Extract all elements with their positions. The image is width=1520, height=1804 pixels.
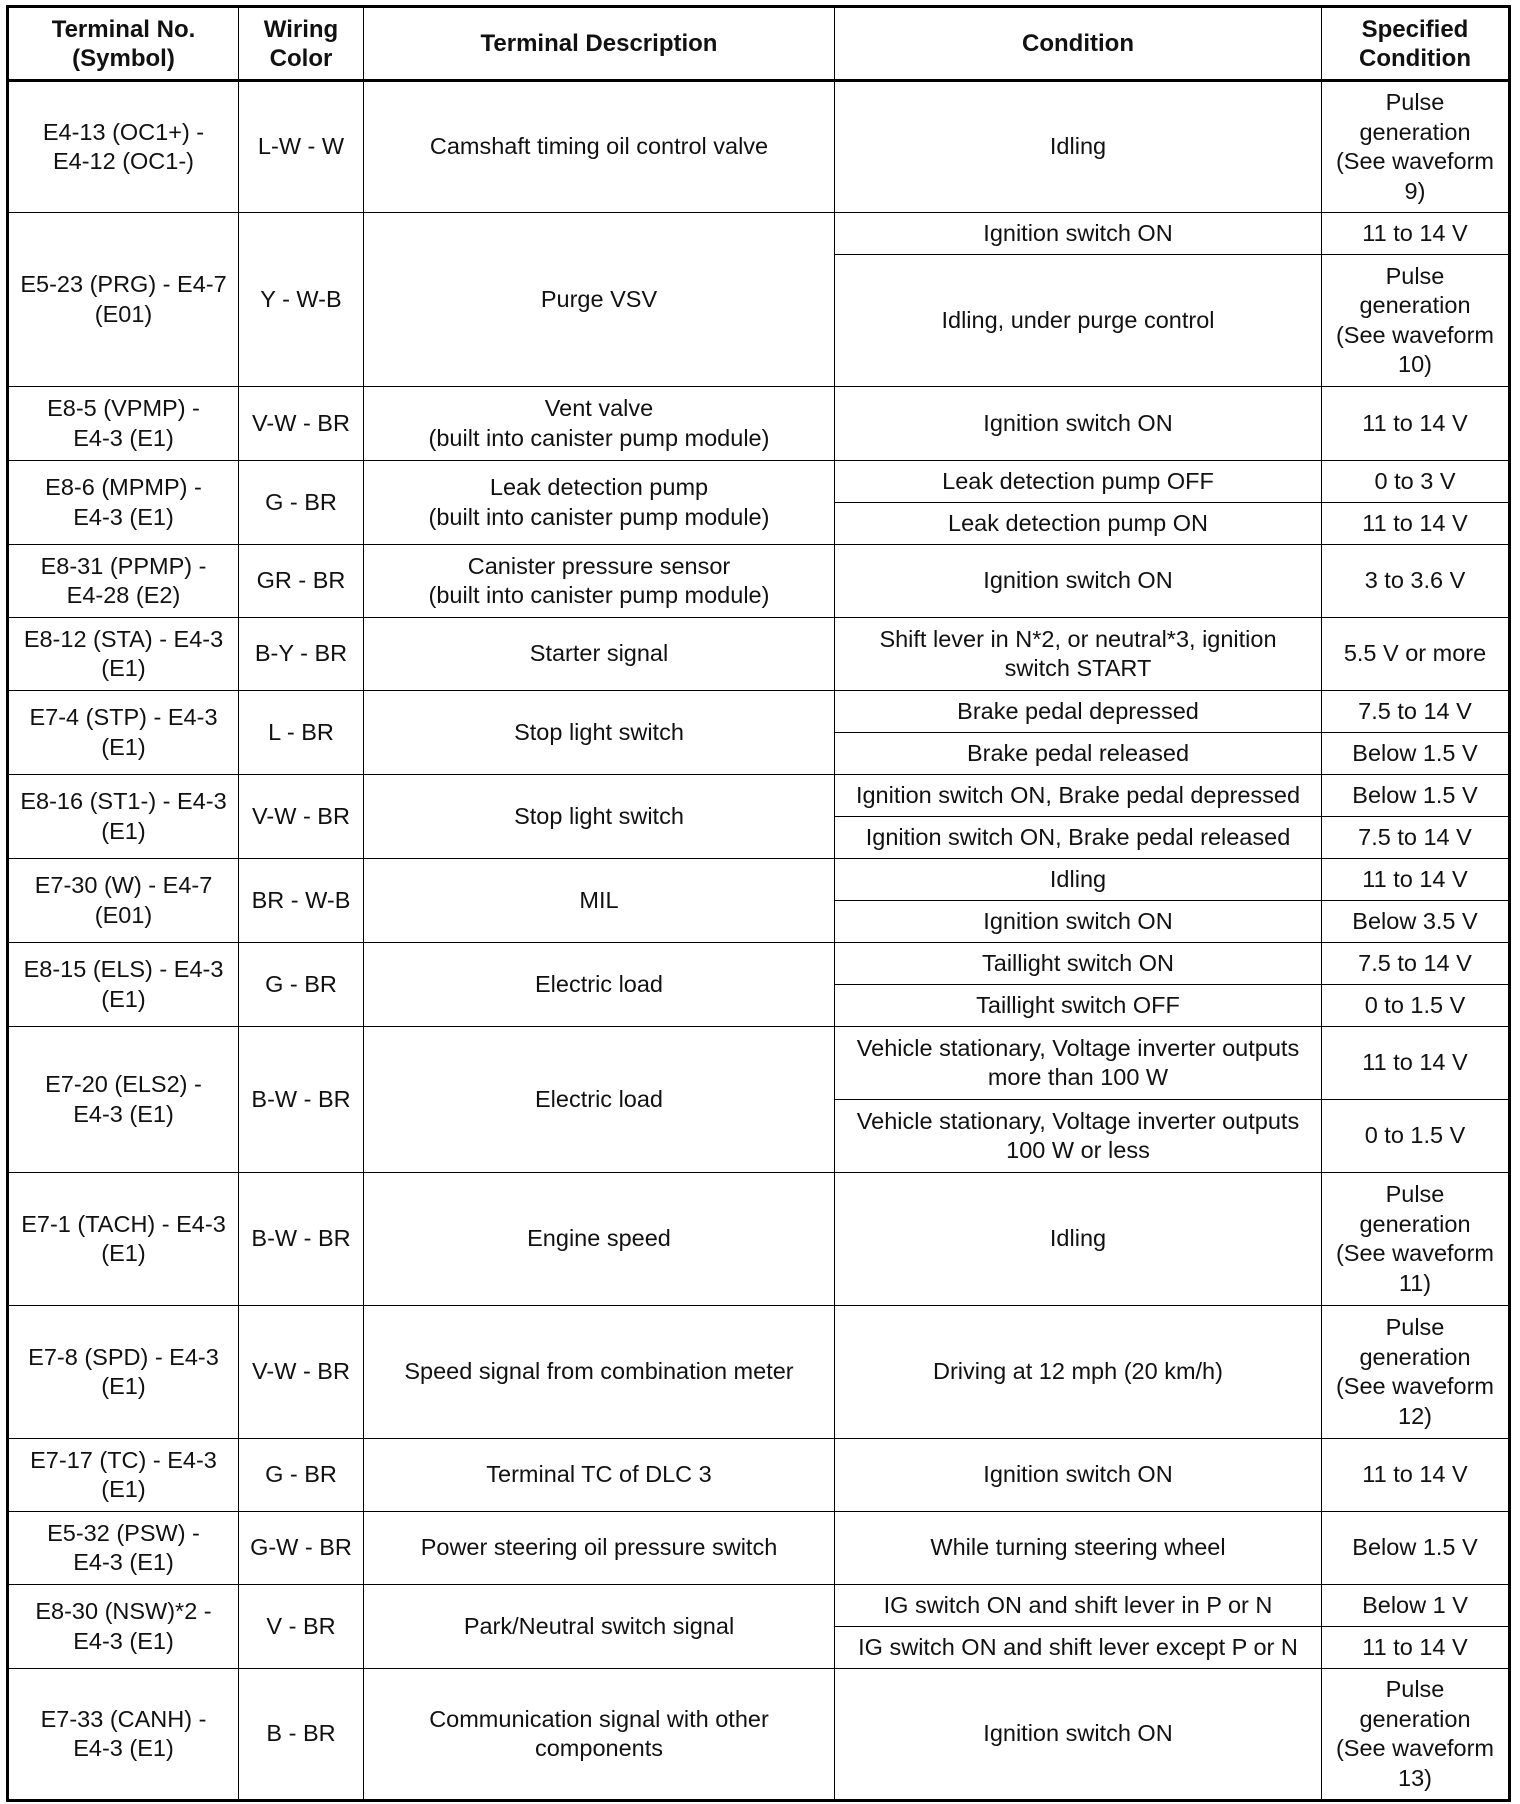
- description-cell: [364, 775, 835, 859]
- specified-condition-cell: [1322, 1585, 1510, 1627]
- description-cell: [364, 545, 835, 618]
- condition-cell: [835, 213, 1322, 255]
- specified-condition-cell: [1322, 81, 1510, 213]
- specified-condition-cell: [1322, 943, 1510, 985]
- specified-line: generation: [1359, 1343, 1471, 1370]
- specified-line: 7.5 to 14 V: [1358, 697, 1472, 724]
- terminal-cell: [8, 81, 239, 213]
- wiring-color-cell: B-W - BR: [239, 1173, 364, 1306]
- condition-line: more than 100 W: [987, 1064, 1169, 1090]
- condition-line: Idling: [1049, 1225, 1107, 1252]
- specified-line: 11 to 14 V: [1362, 409, 1468, 436]
- condition-line: Ignition switch ON, Brake pedal released: [865, 823, 1291, 850]
- specified-condition-cell: [1322, 545, 1510, 618]
- specified-condition-cell: [1322, 1627, 1510, 1669]
- description-cell: [364, 618, 835, 691]
- header-terminal-description: Terminal Description: [364, 7, 835, 81]
- condition-cell: [835, 1027, 1322, 1100]
- specified-line: (See waveform: [1335, 321, 1495, 348]
- condition-cell: [835, 859, 1322, 901]
- terminal-line: E4-12 (OC1-): [52, 148, 195, 174]
- header-specified-condition: [1322, 7, 1510, 81]
- description-line: Terminal TC of DLC 3: [486, 1461, 712, 1488]
- condition-cell: [835, 387, 1322, 461]
- specified-line: 11 to 14 V: [1362, 509, 1468, 536]
- condition-line: Leak detection pump OFF: [942, 467, 1214, 494]
- wiring-color-cell: V-W - BR: [239, 387, 364, 461]
- specified-line: 5.5 V or more: [1343, 640, 1487, 667]
- specified-line: Pulse: [1385, 1181, 1445, 1207]
- wiring-color-cell: G - BR: [239, 943, 364, 1027]
- terminal-line: E7-33 (CANH) -: [40, 1705, 207, 1732]
- terminal-cell: [8, 775, 239, 859]
- condition-line: Leak detection pump ON: [948, 509, 1208, 536]
- terminal-table-sheet: [6, 5, 1511, 1802]
- specified-line: generation: [1359, 118, 1471, 145]
- specified-condition-cell: [1322, 461, 1510, 503]
- terminal-cell: [8, 1306, 239, 1439]
- description-cell: [364, 1669, 835, 1801]
- description-cell: [364, 387, 835, 461]
- terminal-line: E7-17 (TC) - E4-3: [30, 1446, 217, 1473]
- specified-condition-cell: [1322, 1512, 1510, 1585]
- specified-line: 7.5 to 14 V: [1358, 823, 1472, 850]
- terminal-line: E7-4 (STP) - E4-3: [29, 704, 218, 730]
- wiring-color-cell: G - BR: [239, 1439, 364, 1512]
- terminal-line: E8-6 (MPMP) -: [45, 474, 202, 500]
- header-wiring-color: [239, 7, 364, 81]
- specified-line: Below 1 V: [1362, 1591, 1468, 1618]
- description-cell: [364, 213, 835, 387]
- condition-line: Shift lever in N*2, or neutral*3, ignition: [879, 625, 1277, 652]
- terminal-line: E4-28 (E2): [66, 582, 181, 608]
- terminal-line: E8-16 (ST1-) - E4-3: [20, 788, 227, 814]
- header-wiring-line: Wiring: [263, 15, 339, 43]
- header-specified-line: Condition: [1359, 44, 1471, 72]
- wiring-color-cell: GR - BR: [239, 545, 364, 618]
- table-row: [8, 387, 1510, 461]
- terminal-line: E8-12 (STA) - E4-3: [23, 625, 224, 652]
- terminal-line: E8-15 (ELS) - E4-3: [23, 956, 224, 982]
- wiring-color-cell: B-Y - BR: [239, 618, 364, 691]
- terminal-line: E7-1 (TACH) - E4-3: [21, 1210, 226, 1237]
- terminal-cell: [8, 1585, 239, 1669]
- specified-line: (See waveform: [1335, 148, 1495, 174]
- wiring-color-cell: G - BR: [239, 461, 364, 545]
- table-row: [8, 545, 1510, 618]
- terminal-line: E4-3 (E1): [73, 1549, 174, 1575]
- header-terminal: [8, 7, 239, 81]
- wiring-color-cell: V-W - BR: [239, 775, 364, 859]
- header-wiring-line: Color: [269, 44, 333, 72]
- specified-line: generation: [1359, 292, 1471, 318]
- wiring-color-cell: L - BR: [239, 691, 364, 775]
- condition-cell: [835, 1100, 1322, 1173]
- terminal-line: E4-3 (E1): [73, 1627, 174, 1654]
- description-cell: [364, 1027, 835, 1173]
- description-line: Speed signal from combination meter: [404, 1358, 794, 1385]
- condition-cell: [835, 691, 1322, 733]
- terminal-cell: [8, 1439, 239, 1512]
- terminal-line: (E1): [101, 985, 146, 1012]
- terminal-line: (E1): [101, 1476, 146, 1502]
- condition-cell: [835, 775, 1322, 817]
- terminal-line: (E1): [101, 817, 146, 844]
- description-line: Starter signal: [529, 640, 669, 667]
- condition-cell: [835, 1173, 1322, 1306]
- terminal-line: E8-31 (PPMP) -: [40, 552, 207, 579]
- header-terminal-line: Terminal No.: [51, 15, 196, 43]
- condition-line: Taillight switch OFF: [976, 991, 1180, 1018]
- specified-line: 11): [1398, 1269, 1432, 1296]
- description-line: Power steering oil pressure switch: [420, 1534, 778, 1561]
- specified-condition-cell: [1322, 901, 1510, 943]
- specified-line: 13): [1398, 1764, 1432, 1791]
- terminal-line: E4-3 (E1): [73, 424, 174, 451]
- specified-line: Below 1.5 V: [1352, 1534, 1478, 1561]
- description-cell: [364, 691, 835, 775]
- condition-line: Idling: [1049, 865, 1107, 892]
- terminal-line: E7-8 (SPD) - E4-3: [28, 1343, 219, 1370]
- specified-condition-cell: [1322, 1100, 1510, 1173]
- specified-line: 12): [1398, 1402, 1432, 1429]
- terminal-cell: [8, 387, 239, 461]
- description-line: Vent valve: [544, 395, 654, 421]
- terminal-line: E4-13 (OC1+) -: [42, 118, 205, 145]
- specified-line: Below 1.5 V: [1352, 739, 1478, 766]
- description-line: Canister pressure sensor: [467, 552, 731, 579]
- terminal-line: E5-23 (PRG) - E4-7: [20, 271, 227, 297]
- condition-cell: [835, 545, 1322, 618]
- description-line: Engine speed: [527, 1225, 671, 1252]
- terminal-line: (E1): [101, 1240, 146, 1266]
- description-cell: [364, 81, 835, 213]
- description-cell: [364, 1173, 835, 1306]
- specified-condition-cell: [1322, 387, 1510, 461]
- description-cell: [364, 943, 835, 1027]
- wiring-color-cell: L-W - W: [239, 81, 364, 213]
- terminal-cell: [8, 1027, 239, 1173]
- specified-line: 11 to 14 V: [1362, 1633, 1468, 1660]
- terminal-line: (E01): [94, 300, 153, 327]
- table-row: [8, 691, 1510, 733]
- terminal-line: (E1): [101, 733, 146, 760]
- description-line: MIL: [579, 886, 619, 913]
- specified-line: 0 to 1.5 V: [1364, 1122, 1466, 1149]
- description-line: Park/Neutral switch signal: [463, 1612, 735, 1639]
- condition-line: Ignition switch ON: [983, 567, 1173, 594]
- specified-condition-cell: [1322, 1439, 1510, 1512]
- table-row: [8, 618, 1510, 691]
- condition-line: Idling: [1049, 133, 1107, 160]
- condition-cell: [835, 1585, 1322, 1627]
- table-row: [8, 81, 1510, 213]
- condition-cell: [835, 618, 1322, 691]
- condition-cell: [835, 733, 1322, 775]
- specified-condition-cell: [1322, 1669, 1510, 1801]
- header-condition: Condition: [835, 7, 1322, 81]
- specified-condition-cell: [1322, 985, 1510, 1027]
- table-body: [8, 81, 1510, 1801]
- terminal-cell: [8, 618, 239, 691]
- condition-line: Driving at 12 mph (20 km/h): [933, 1358, 1223, 1385]
- description-line: Stop light switch: [514, 802, 684, 829]
- specified-line: 9): [1404, 177, 1426, 204]
- header-row: [8, 7, 1510, 81]
- header-terminal-line: (Symbol): [72, 44, 175, 72]
- specified-line: Below 1.5 V: [1352, 781, 1478, 808]
- specified-condition-cell: [1322, 503, 1510, 545]
- condition-line: IG switch ON and shift lever in P or N: [883, 1591, 1273, 1618]
- specified-line: 11 to 14 V: [1362, 1461, 1468, 1488]
- specified-line: generation: [1359, 1705, 1471, 1732]
- description-cell: [364, 859, 835, 943]
- terminal-line: (E1): [101, 1373, 146, 1399]
- terminal-cell: [8, 213, 239, 387]
- condition-line: Taillight switch ON: [982, 949, 1174, 976]
- condition-line: switch START: [1004, 655, 1152, 681]
- description-line: (built into canister pump module): [428, 503, 770, 530]
- terminal-cell: [8, 545, 239, 618]
- specified-line: 0 to 1.5 V: [1364, 991, 1466, 1018]
- condition-line: Vehicle stationary, Voltage inverter outputs: [856, 1034, 1300, 1061]
- table-row: [8, 213, 1510, 255]
- description-line: Camshaft timing oil control valve: [429, 133, 769, 160]
- terminal-line: E7-30 (W) - E4-7: [34, 872, 213, 898]
- table-row: [8, 1585, 1510, 1627]
- specified-line: Pulse: [1385, 262, 1445, 289]
- condition-line: Ignition switch ON: [983, 1461, 1173, 1488]
- description-cell: [364, 1512, 835, 1585]
- condition-line: Ignition switch ON: [983, 409, 1173, 436]
- table-row: [8, 775, 1510, 817]
- specified-line: 11 to 14 V: [1362, 1049, 1468, 1076]
- table-row: [8, 1027, 1510, 1100]
- specified-line: 0 to 3 V: [1374, 467, 1456, 494]
- description-line: (built into canister pump module): [428, 582, 770, 608]
- specified-condition-cell: [1322, 775, 1510, 817]
- terminal-line: E4-3 (E1): [73, 503, 174, 530]
- specified-line: 7.5 to 14 V: [1358, 949, 1472, 976]
- wiring-color-cell: BR - W-B: [239, 859, 364, 943]
- specified-line: 11 to 14 V: [1362, 219, 1468, 246]
- description-line: Communication signal with other: [429, 1705, 769, 1732]
- table-row: [8, 1439, 1510, 1512]
- specified-line: 10): [1398, 351, 1432, 377]
- specified-condition-cell: [1322, 213, 1510, 255]
- wiring-color-cell: V - BR: [239, 1585, 364, 1669]
- wiring-color-cell: V-W - BR: [239, 1306, 364, 1439]
- terminal-line: (E01): [94, 901, 153, 928]
- condition-line: Idling, under purge control: [941, 306, 1215, 333]
- description-line: Stop light switch: [514, 718, 684, 745]
- specified-line: 11 to 14 V: [1362, 865, 1468, 892]
- terminal-cell: [8, 859, 239, 943]
- specified-line: 3 to 3.6 V: [1364, 567, 1466, 594]
- condition-cell: [835, 943, 1322, 985]
- condition-line: While turning steering wheel: [930, 1534, 1226, 1561]
- condition-cell: [835, 1669, 1322, 1801]
- description-line: Electric load: [535, 1085, 663, 1112]
- wiring-color-cell: Y - W-B: [239, 213, 364, 387]
- terminal-cell: [8, 1512, 239, 1585]
- specified-condition-cell: [1322, 859, 1510, 901]
- specified-line: Pulse: [1385, 1676, 1445, 1702]
- condition-line: Vehicle stationary, Voltage inverter outputs: [856, 1107, 1300, 1134]
- specified-condition-cell: [1322, 255, 1510, 387]
- wiring-color-cell: B-W - BR: [239, 1027, 364, 1173]
- terminal-cell: [8, 691, 239, 775]
- specified-line: generation: [1359, 1210, 1471, 1237]
- description-line: Electric load: [535, 970, 663, 997]
- specified-condition-cell: [1322, 691, 1510, 733]
- table-row: [8, 1512, 1510, 1585]
- terminal-line: E7-20 (ELS2) -: [45, 1071, 202, 1097]
- terminal-cell: [8, 1173, 239, 1306]
- specified-condition-cell: [1322, 618, 1510, 691]
- terminal-cell: [8, 1669, 239, 1801]
- condition-cell: [835, 985, 1322, 1027]
- table-row: [8, 1669, 1510, 1801]
- condition-cell: [835, 901, 1322, 943]
- table-row: [8, 1306, 1510, 1439]
- specified-condition-cell: [1322, 1306, 1510, 1439]
- table-row: [8, 461, 1510, 503]
- description-line: Purge VSV: [540, 285, 658, 312]
- terminal-line: E8-30 (NSW)*2 -: [35, 1598, 212, 1624]
- terminal-line: E8-5 (VPMP) -: [47, 395, 200, 421]
- condition-cell: [835, 461, 1322, 503]
- condition-line: IG switch ON and shift lever except P or N: [858, 1633, 1298, 1660]
- terminal-line: E4-3 (E1): [73, 1100, 174, 1127]
- specified-condition-cell: [1322, 817, 1510, 859]
- condition-line: Ignition switch ON: [983, 907, 1173, 934]
- condition-line: Ignition switch ON: [983, 219, 1173, 246]
- condition-cell: [835, 81, 1322, 213]
- terminal-cell: [8, 943, 239, 1027]
- wiring-color-cell: G-W - BR: [239, 1512, 364, 1585]
- terminal-specification-table: [6, 5, 1511, 1802]
- condition-line: Brake pedal released: [966, 739, 1190, 766]
- description-cell: [364, 1585, 835, 1669]
- table-row: [8, 943, 1510, 985]
- condition-cell: [835, 1512, 1322, 1585]
- table-row: [8, 1173, 1510, 1306]
- terminal-line: (E1): [101, 655, 146, 681]
- terminal-line: E4-3 (E1): [73, 1735, 174, 1761]
- condition-line: Ignition switch ON: [983, 1720, 1173, 1747]
- condition-cell: [835, 1439, 1322, 1512]
- specified-line: Below 3.5 V: [1352, 907, 1478, 934]
- condition-cell: [835, 255, 1322, 387]
- condition-line: Ignition switch ON, Brake pedal depressed: [855, 781, 1301, 808]
- description-line: Leak detection pump: [489, 474, 709, 500]
- terminal-line: E5-32 (PSW) -: [47, 1519, 200, 1546]
- header-specified-line: Specified: [1361, 15, 1469, 43]
- description-cell: [364, 1306, 835, 1439]
- description-cell: [364, 461, 835, 545]
- specified-line: (See waveform: [1335, 1240, 1495, 1266]
- condition-line: Brake pedal depressed: [957, 697, 1199, 724]
- condition-cell: [835, 1306, 1322, 1439]
- table-row: [8, 859, 1510, 901]
- specified-condition-cell: [1322, 1173, 1510, 1306]
- specified-line: (See waveform: [1335, 1735, 1495, 1761]
- description-line: (built into canister pump module): [428, 424, 770, 451]
- condition-cell: [835, 1627, 1322, 1669]
- condition-cell: [835, 503, 1322, 545]
- terminal-cell: [8, 461, 239, 545]
- specified-line: (See waveform: [1335, 1373, 1495, 1399]
- specified-condition-cell: [1322, 733, 1510, 775]
- specified-line: Pulse: [1385, 1314, 1445, 1340]
- condition-cell: [835, 817, 1322, 859]
- specified-condition-cell: [1322, 1027, 1510, 1100]
- specified-line: Pulse: [1385, 89, 1445, 115]
- description-line: components: [534, 1735, 664, 1761]
- description-cell: [364, 1439, 835, 1512]
- condition-line: 100 W or less: [1006, 1137, 1150, 1163]
- wiring-color-cell: B - BR: [239, 1669, 364, 1801]
